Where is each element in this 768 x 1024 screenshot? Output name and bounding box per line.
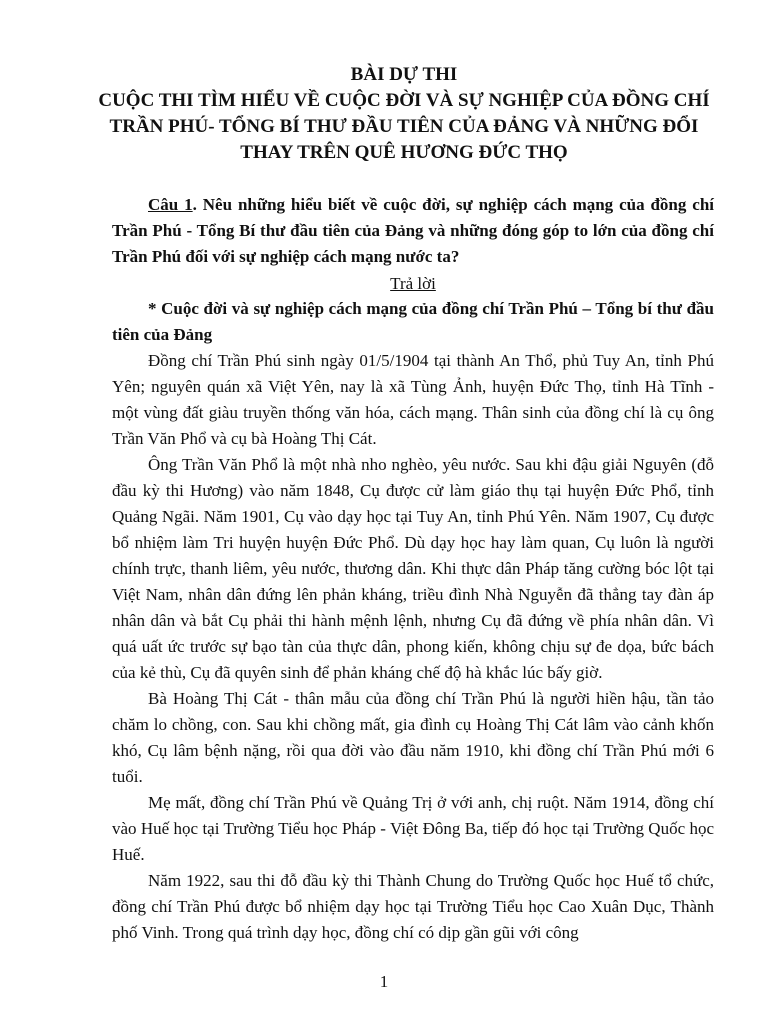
- title-line: TRẦN PHÚ- TỔNG BÍ THƯ ĐẦU TIÊN CỦA ĐẢNG VÀ NHỮNG ĐỔI: [109, 116, 699, 137]
- title-line: BÀI DỰ THI: [350, 64, 458, 85]
- title-line: CUỘC THI TÌM HIỂU VỀ CUỘC ĐỜI VÀ SỰ NGHIỆP CỦA ĐỒNG CHÍ: [98, 90, 710, 111]
- paragraph: Mẹ mất, đồng chí Trần Phú về Quảng Trị ở với anh, chị ruột. Năm 1914, đồng chí vào Huế học tại Trường Tiểu học Pháp - Việt Đông Ba, tiếp đó học tại Trường Quốc học Huế.: [112, 793, 714, 864]
- paragraph: Bà Hoàng Thị Cát - thân mẫu của đồng chí Trần Phú là người hiền hậu, tần tảo chăm lo chồng, con. Sau khi chồng mất, gia đình cụ Hoàng Thị Cát lâm vào cảnh khốn khó, Cụ lâm bệnh nặng, rồi qua đời vào đầu năm 1910, khi đồng chí Trần Phú mới 6 tuổi.: [112, 689, 714, 786]
- paragraph: Đồng chí Trần Phú sinh ngày 01/5/1904 tại thành An Thổ, phủ Tuy An, tỉnh Phú Yên; nguyên quán xã Việt Yên, nay là xã Tùng Ảnh, huyện Đức Thọ, tỉnh Hà Tĩnh - một vùng đất giàu truyền thống văn hóa, cách mạng. Thân sinh của đồng chí là cụ ông Trần Văn Phổ và cụ bà Hoàng Thị Cát.: [112, 351, 714, 448]
- question-number: Câu 1: [148, 195, 193, 214]
- section-heading: * Cuộc đời và sự nghiệp cách mạng của đồng chí Trần Phú – Tổng bí thư đầu tiên của Đảng: [112, 299, 714, 344]
- paragraph: Năm 1922, sau thi đỗ đầu kỳ thi Thành Chung do Trường Quốc học Huế tổ chức, đồng chí Trần Phú được bổ nhiệm dạy học tại Trường Tiểu học Cao Xuân Dục, Thành phố Vinh. Trong quá trình dạy học, đồng chí có dịp gần gũi với công: [112, 871, 714, 942]
- question-1: [112, 192, 714, 270]
- title-line: THAY TRÊN QUÊ HƯƠNG ĐỨC THỌ: [240, 142, 568, 163]
- document-body: [112, 296, 714, 946]
- answer-label: Trả lời: [390, 274, 436, 293]
- page-number: 1: [379, 972, 389, 991]
- paragraph: Ông Trần Văn Phổ là một nhà nho nghèo, yêu nước. Sau khi đậu giải Nguyên (đỗ đầu kỳ thi Hương) vào năm 1848, Cụ được cử làm giáo thụ tại huyện Đức Phổ, tỉnh Quảng Ngãi. Năm 1901, Cụ vào dạy học tại Tuy An, tỉnh Phú Yên. Năm 1907, Cụ được bổ nhiệm làm Tri huyện huyện Đức Phổ. Dù dạy học hay làm quan, Cụ luôn là người chính trực, thanh liêm, yêu nước, thương dân. Khi thực dân Pháp tăng cường bóc lột tại Việt Nam, nhân dân đứng lên phản kháng, triều đình Nhà Nguyễn đã thẳng tay đàn áp nhân dân và bắt Cụ phải thi hành mệnh lệnh, nhưng Cụ đã đứng về phía nhân dân. Vì quá uất ức trước sự bạo tàn của thực dân, phong kiến, không chịu sự đe dọa, bức bách của kẻ thù, Cụ đã quyên sinh để phản kháng chế độ hà khắc lúc bấy giờ.: [112, 455, 714, 682]
- question-text: . Nêu những hiểu biết về cuộc đời, sự nghiệp cách mạng của đồng chí Trần Phú - Tổng Bí thư đầu tiên của Đảng và những đóng góp to lớn của đồng chí Trần Phú đối với sự nghiệp cách mạng nước ta?: [112, 195, 714, 266]
- document-title: [80, 62, 728, 166]
